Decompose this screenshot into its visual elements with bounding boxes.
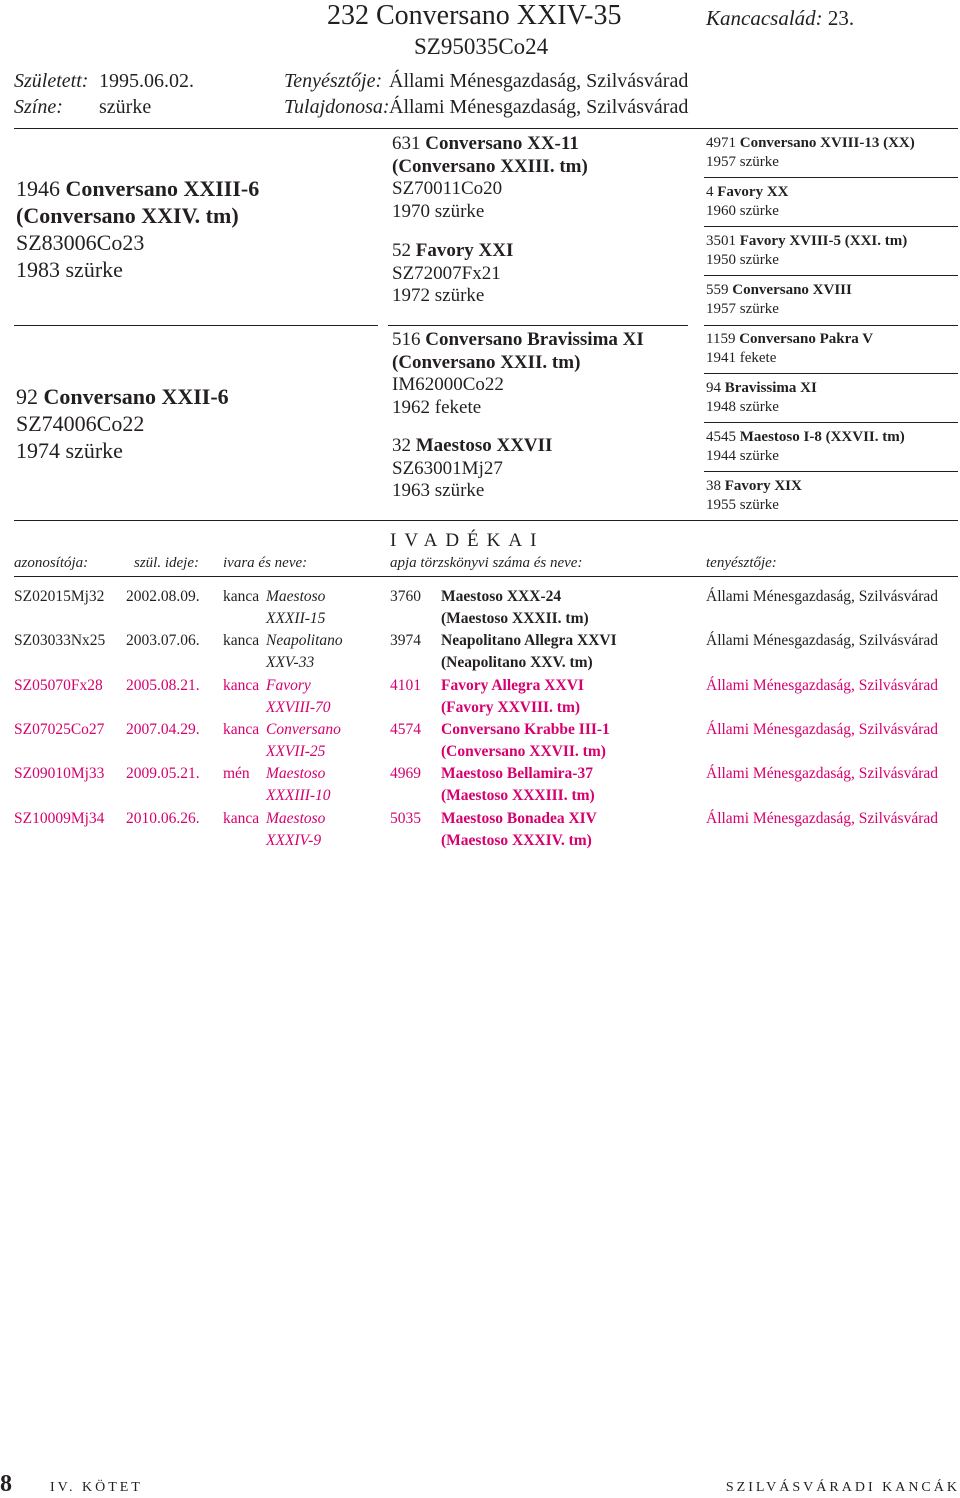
offspring-birth-date: 2007.04.29. bbox=[126, 720, 200, 738]
sire-dam-number: 52 bbox=[392, 240, 411, 261]
sire-name: Maestoso XXX-24 bbox=[441, 588, 562, 605]
gen3-name: Bravissima XI bbox=[724, 380, 817, 396]
gen3-rule bbox=[704, 325, 958, 326]
pedigree-dam-sire bbox=[392, 329, 644, 419]
gen3-rule bbox=[704, 275, 958, 276]
breeder-value: Állami Ménesgazdaság, Szilvásvárad bbox=[389, 70, 689, 92]
owner-value: Állami Ménesgazdaság, Szilvásvárad bbox=[389, 96, 689, 118]
book-title: SZILVÁSVÁRADI KANCÁK bbox=[725, 1480, 960, 1495]
offspring-breeder: Állami Ménesgazdaság, Szilvásvárad bbox=[706, 588, 938, 605]
sire-lineage: (Maestoso XXXIV. tm) bbox=[441, 831, 592, 849]
sire-number: 3974 bbox=[390, 632, 421, 650]
family-label: Kancacsalád: bbox=[706, 6, 823, 30]
gen3-number: 4971 bbox=[706, 135, 736, 151]
gen3-number: 94 bbox=[706, 380, 721, 396]
gen3-suffix: (XXVII. tm) bbox=[825, 429, 905, 445]
dam-sire-registration: IM62000Co22 bbox=[392, 374, 504, 395]
sire-number: 1946 bbox=[16, 176, 60, 201]
sire-name: Maestoso Bellamira-37 bbox=[441, 765, 593, 783]
gen3-entry bbox=[706, 134, 915, 172]
offspring-header-rule bbox=[14, 576, 958, 577]
sire-lineage: (Conversano XXVII. tm) bbox=[441, 742, 606, 760]
gen3-number: 1159 bbox=[706, 331, 736, 347]
offspring-id: SZ03033Nx25 bbox=[14, 632, 106, 650]
gen2-divider bbox=[388, 325, 688, 326]
gen3-year-color: 1957 szürke bbox=[706, 301, 779, 317]
gen3-rule bbox=[704, 471, 958, 472]
sire-sire-year-color: 1970 szürke bbox=[392, 200, 485, 222]
volume-label: IV. KÖTET bbox=[50, 1480, 143, 1495]
owner-label: Tulajdonosa: bbox=[284, 96, 390, 118]
dam-number: 92 bbox=[16, 384, 38, 409]
dam-sire-year-color: 1962 fekete bbox=[392, 396, 482, 418]
offspring-breeder: Állami Ménesgazdaság, Szilvásvárad bbox=[706, 676, 938, 694]
sire-lineage: (Conversano XXIV. tm) bbox=[16, 203, 239, 228]
sire-name: Favory Allegra XXVI bbox=[441, 676, 584, 694]
pedigree-dam bbox=[16, 383, 229, 464]
gen3-number: 38 bbox=[706, 478, 721, 494]
offspring-name: Conversano bbox=[266, 720, 341, 738]
offspring-breeder: Állami Ménesgazdaság, Szilvásvárad bbox=[706, 765, 938, 783]
sire-dam-name: Favory XXI bbox=[415, 240, 514, 261]
dam-registration: SZ74006Co22 bbox=[16, 411, 145, 436]
dam-dam-year-color: 1963 szürke bbox=[392, 480, 485, 501]
pedigree-sire-sire bbox=[392, 133, 588, 223]
gen3-number: 4545 bbox=[706, 429, 736, 445]
gen3-entry bbox=[706, 281, 852, 319]
offspring-birth-date: 2002.08.09. bbox=[126, 588, 200, 605]
dam-dam-name: Maestoso XXVII bbox=[415, 435, 553, 456]
pedigree-sire bbox=[16, 175, 259, 283]
horse-title: 232 Conversano XXIV-35 bbox=[327, 0, 622, 31]
dam-sire-name: Conversano Bravissima XI bbox=[425, 329, 644, 350]
gen3-entry bbox=[706, 379, 817, 417]
sire-number: 3760 bbox=[390, 588, 421, 605]
sire-name: Maestoso Bonadea XIV bbox=[441, 809, 597, 827]
sire-number: 4969 bbox=[390, 765, 421, 783]
gen3-name: Favory XVIII-5 bbox=[739, 233, 841, 249]
offspring-name: Maestoso bbox=[266, 809, 326, 827]
offspring-name-number: XXXIII-10 bbox=[266, 787, 331, 805]
offspring-name: Favory bbox=[266, 676, 311, 694]
gen3-number: 3501 bbox=[706, 233, 736, 249]
pedigree-dam-dam bbox=[392, 435, 552, 503]
offspring-breeder: Állami Ménesgazdaság, Szilvásvárad bbox=[706, 632, 938, 650]
mare-family bbox=[706, 6, 854, 31]
offspring-name-number: XXXIV-9 bbox=[266, 831, 322, 849]
gen3-year-color: 1960 szürke bbox=[706, 203, 779, 219]
gen3-year-color: 1950 szürke bbox=[706, 252, 779, 268]
col-header-sex-name: ivara és neve: bbox=[223, 555, 308, 571]
sire-sire-lineage: (Conversano XXIII. tm) bbox=[392, 155, 588, 177]
gen3-rule bbox=[704, 226, 958, 227]
pedigree-top-rule bbox=[14, 128, 958, 129]
gen3-name: Conversano Pakra V bbox=[739, 331, 874, 347]
gen3-number: 559 bbox=[706, 282, 729, 298]
offspring-id: SZ07025Co27 bbox=[14, 720, 105, 738]
gen3-rule bbox=[704, 177, 958, 178]
color-label: Színe: bbox=[14, 96, 63, 118]
dam-dam-registration: SZ63001Mj27 bbox=[392, 457, 503, 479]
gen3-name: Favory XIX bbox=[724, 478, 802, 494]
dam-year-color: 1974 szürke bbox=[16, 438, 123, 463]
offspring-birth-date: 2005.08.21. bbox=[126, 676, 200, 694]
offspring-name-number: XXXII-15 bbox=[266, 610, 326, 627]
sire-sire-number: 631 bbox=[392, 133, 421, 154]
gen3-entry bbox=[706, 232, 907, 270]
offspring-id: SZ02015Mj32 bbox=[14, 588, 105, 605]
col-header-sire: apja törzskönyvi száma és neve: bbox=[390, 555, 583, 571]
gen3-year-color: 1955 szürke bbox=[706, 497, 779, 513]
offspring-id: SZ10009Mj34 bbox=[14, 809, 105, 827]
dam-sire-lineage: (Conversano XXII. tm) bbox=[392, 351, 581, 373]
offspring-id: SZ05070Fx28 bbox=[14, 676, 103, 694]
gen3-year-color: 1948 szürke bbox=[706, 399, 779, 415]
sire-sire-name: Conversano XX-11 bbox=[425, 133, 579, 154]
offspring-name: Neapolitano bbox=[266, 632, 343, 650]
gen3-name: Conversano XVIII-13 bbox=[739, 135, 880, 151]
sire-name: Conversano XXIII-6 bbox=[65, 176, 260, 201]
col-header-birth: szül. ideje: bbox=[134, 555, 199, 571]
dam-dam-number: 32 bbox=[392, 435, 411, 456]
offspring-sex: mén bbox=[223, 765, 250, 783]
sire-dam-registration: SZ72007Fx21 bbox=[392, 262, 501, 284]
offspring-name-number: XXVIII-70 bbox=[266, 698, 331, 716]
horse-registration-id: SZ95035Co24 bbox=[414, 34, 549, 59]
sire-sire-registration: SZ70011Co20 bbox=[392, 178, 503, 199]
page-number: 8 bbox=[0, 1471, 12, 1497]
sire-year-color: 1983 szürke bbox=[16, 257, 123, 282]
sire-number: 4574 bbox=[390, 720, 421, 738]
sire-lineage: (Neapolitano XXV. tm) bbox=[441, 654, 593, 672]
offspring-birth-date: 2009.05.21. bbox=[126, 765, 200, 783]
offspring-sex: kanca bbox=[223, 632, 260, 650]
born-label: Született: bbox=[14, 70, 89, 92]
offspring-name-number: XXVII-25 bbox=[266, 742, 326, 760]
gen3-number: 4 bbox=[706, 184, 714, 200]
sire-dam-year-color: 1972 szürke bbox=[392, 285, 485, 306]
gen3-suffix: (XX) bbox=[883, 135, 915, 151]
gen3-name: Favory XX bbox=[717, 184, 789, 200]
dam-sire-number: 516 bbox=[392, 329, 421, 350]
gen3-entry bbox=[706, 477, 802, 515]
offspring-sex: kanca bbox=[223, 720, 260, 738]
pedigree-sire-dam bbox=[392, 240, 513, 308]
born-value: 1995.06.02. bbox=[99, 70, 194, 92]
color-value: szürke bbox=[99, 96, 152, 118]
breeder-label: Tenyésztője: bbox=[284, 70, 383, 92]
sire-registration: SZ83006Co23 bbox=[16, 230, 145, 255]
offspring-sex: kanca bbox=[223, 588, 260, 605]
offspring-section-title: IVADÉKAI bbox=[390, 530, 545, 551]
offspring-id: SZ09010Mj33 bbox=[14, 765, 105, 783]
gen1-divider bbox=[14, 325, 378, 326]
sire-lineage: (Maestoso XXXII. tm) bbox=[441, 610, 589, 627]
offspring-breeder: Állami Ménesgazdaság, Szilvásvárad bbox=[706, 720, 938, 738]
col-header-breeder: tenyésztője: bbox=[706, 555, 777, 571]
gen3-rule bbox=[704, 373, 958, 374]
offspring-name: Maestoso bbox=[266, 588, 326, 605]
gen3-entry bbox=[706, 330, 873, 368]
offspring-name-number: XXV-33 bbox=[266, 654, 315, 672]
gen3-suffix: (XXI. tm) bbox=[844, 233, 908, 249]
offspring-sex: kanca bbox=[223, 809, 260, 827]
sire-number: 4101 bbox=[390, 676, 421, 694]
sire-name: Neapolitano Allegra XXVI bbox=[441, 632, 617, 650]
sire-lineage: (Maestoso XXXIII. tm) bbox=[441, 787, 595, 805]
col-header-id: azonosítója: bbox=[14, 555, 89, 571]
offspring-name: Maestoso bbox=[266, 765, 326, 783]
gen3-year-color: 1941 fekete bbox=[706, 350, 777, 366]
sire-name: Conversano Krabbe III-1 bbox=[441, 720, 610, 738]
offspring-birth-date: 2010.06.26. bbox=[126, 809, 200, 827]
dam-name: Conversano XXII-6 bbox=[43, 384, 229, 409]
gen3-name: Conversano XVIII bbox=[732, 282, 852, 298]
offspring-breeder: Állami Ménesgazdaság, Szilvásvárad bbox=[706, 809, 938, 827]
gen3-year-color: 1957 szürke bbox=[706, 154, 779, 170]
pedigree-bottom-rule bbox=[14, 520, 958, 521]
gen3-rule bbox=[704, 422, 958, 423]
gen3-name: Maestoso I-8 bbox=[739, 429, 822, 445]
gen3-entry bbox=[706, 183, 789, 221]
gen3-year-color: 1944 szürke bbox=[706, 448, 779, 464]
offspring-birth-date: 2003.07.06. bbox=[126, 632, 200, 650]
sire-number: 5035 bbox=[390, 809, 421, 827]
family-value: 23. bbox=[827, 6, 855, 30]
sire-lineage: (Favory XXVIII. tm) bbox=[441, 698, 581, 716]
offspring-sex: kanca bbox=[223, 676, 260, 694]
gen3-entry bbox=[706, 428, 905, 466]
